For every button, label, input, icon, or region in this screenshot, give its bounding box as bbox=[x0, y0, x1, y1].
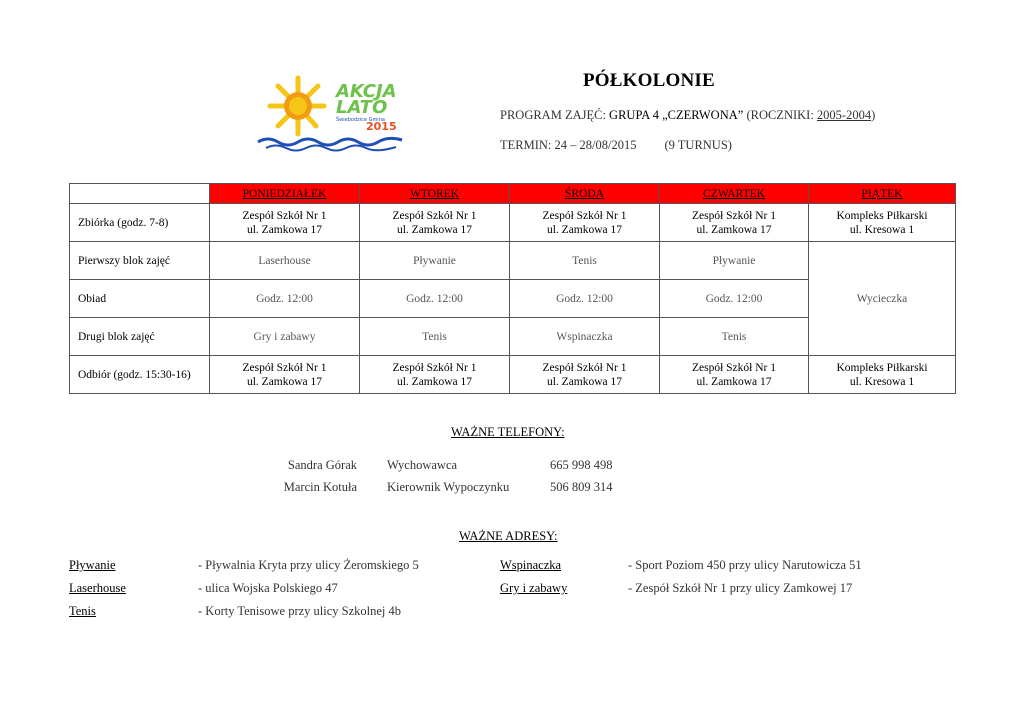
turnus: (9 TURNUS) bbox=[664, 138, 732, 152]
table-header-row bbox=[70, 184, 956, 204]
friday-trip-cell: Wycieczka bbox=[809, 242, 956, 356]
activity-cell: Godz. 12:00 bbox=[660, 280, 809, 318]
row-label: Zbiórka (godz. 7-8) bbox=[70, 204, 210, 242]
row-label: Obiad bbox=[70, 280, 210, 318]
page-title: PÓŁKOLONIE bbox=[583, 70, 715, 91]
activity-cell: Pływanie bbox=[360, 242, 510, 280]
program-group: GRUPA 4 „CZERWONA” bbox=[609, 108, 744, 122]
phones-heading: WAŻNE TELEFONY: bbox=[451, 425, 565, 439]
phone-entry bbox=[0, 458, 1024, 474]
address-desc: - ulica Wojska Polskiego 47 bbox=[198, 581, 338, 595]
contact-phone: 506 809 314 bbox=[550, 480, 613, 494]
phone-entry bbox=[0, 480, 1024, 496]
logo-sponsor: Świebodzice Gmina bbox=[336, 117, 385, 123]
activity-cell: Tenis bbox=[660, 318, 809, 356]
contact-role: Kierownik Wypoczynku bbox=[387, 480, 510, 494]
contact-phone: 665 998 498 bbox=[550, 458, 613, 472]
location-cell: Zespół Szkół Nr 1 ul. Zamkowa 17 bbox=[510, 204, 660, 242]
program-line bbox=[500, 108, 875, 123]
term-dates: TERMIN: 24 – 28/08/2015 bbox=[500, 138, 637, 152]
address-name: Wspinaczka bbox=[500, 558, 562, 572]
term-line bbox=[500, 138, 732, 153]
corner-cell bbox=[70, 184, 210, 204]
activity-cell: Pływanie bbox=[660, 242, 809, 280]
location-cell: Zespół Szkół Nr 1 ul. Zamkowa 17 bbox=[210, 356, 360, 394]
location-cell: Zespół Szkół Nr 1 ul. Zamkowa 17 bbox=[510, 356, 660, 394]
addresses-heading: WAŻNE ADRESY: bbox=[459, 529, 558, 543]
address-desc: - Korty Tenisowe przy ulicy Szkolnej 4b bbox=[198, 604, 402, 618]
day-header: PIĄTEK bbox=[809, 184, 956, 204]
activity-cell: Godz. 12:00 bbox=[510, 280, 660, 318]
location-cell: Zespół Szkół Nr 1 ul. Zamkowa 17 bbox=[660, 204, 809, 242]
akcja-lato-logo bbox=[256, 72, 408, 152]
program-years: 2005-2004 bbox=[816, 108, 872, 122]
contact-role: Wychowawca bbox=[387, 458, 458, 472]
logo-year: 2015 bbox=[366, 120, 397, 133]
address-desc: - Zespół Szkół Nr 1 przy ulicy Zamkowej 17 bbox=[628, 581, 853, 595]
program-years-close: ) bbox=[871, 108, 876, 122]
address-desc: - Sport Poziom 450 przy ulicy Narutowicza 51 bbox=[628, 558, 862, 572]
location-cell: Zespół Szkół Nr 1 ul. Zamkowa 17 bbox=[360, 356, 510, 394]
activity-cell: Gry i zabawy bbox=[210, 318, 360, 356]
activity-cell: Godz. 12:00 bbox=[360, 280, 510, 318]
table-row bbox=[70, 242, 956, 280]
location-cell: Zespół Szkół Nr 1 ul. Zamkowa 17 bbox=[660, 356, 809, 394]
address-name: Pływanie bbox=[69, 558, 116, 572]
location-cell: Zespół Szkół Nr 1 ul. Zamkowa 17 bbox=[210, 204, 360, 242]
program-prefix: PROGRAM ZAJĘĆ: bbox=[500, 108, 610, 122]
location-cell: Zespół Szkół Nr 1 ul. Zamkowa 17 bbox=[360, 204, 510, 242]
logo-line2: LATO bbox=[336, 97, 388, 118]
day-header: CZWARTEK bbox=[660, 184, 809, 204]
address-name: Tenis bbox=[69, 604, 96, 618]
logo-line1: AKCJA bbox=[336, 81, 397, 102]
activity-cell: Tenis bbox=[510, 242, 660, 280]
location-cell: Kompleks Piłkarski ul. Kresowa 1 bbox=[809, 356, 956, 394]
activity-cell: Laserhouse bbox=[210, 242, 360, 280]
address-name: Gry i zabawy bbox=[500, 581, 568, 595]
location-cell: Kompleks Piłkarski ul. Kresowa 1 bbox=[809, 204, 956, 242]
program-years-open: (ROCZNIKI: bbox=[743, 108, 817, 122]
activity-cell: Godz. 12:00 bbox=[210, 280, 360, 318]
address-desc: - Pływalnia Kryta przy ulicy Żeromskiego 5 bbox=[198, 558, 419, 572]
schedule-table bbox=[69, 183, 956, 394]
day-header: WTOREK bbox=[360, 184, 510, 204]
contact-name: Marcin Kotuła bbox=[283, 480, 357, 494]
contact-name: Sandra Górak bbox=[287, 458, 357, 472]
activity-cell: Tenis bbox=[360, 318, 510, 356]
day-header: PONIEDZIAŁEK bbox=[210, 184, 360, 204]
table-row bbox=[70, 204, 956, 242]
row-label: Pierwszy blok zajęć bbox=[70, 242, 210, 280]
row-label: Odbiór (godz. 15:30-16) bbox=[70, 356, 210, 394]
row-label: Drugi blok zajęć bbox=[70, 318, 210, 356]
address-name: Laserhouse bbox=[69, 581, 126, 595]
day-header: ŚRODA bbox=[510, 184, 660, 204]
activity-cell: Wspinaczka bbox=[510, 318, 660, 356]
table-row bbox=[70, 356, 956, 394]
